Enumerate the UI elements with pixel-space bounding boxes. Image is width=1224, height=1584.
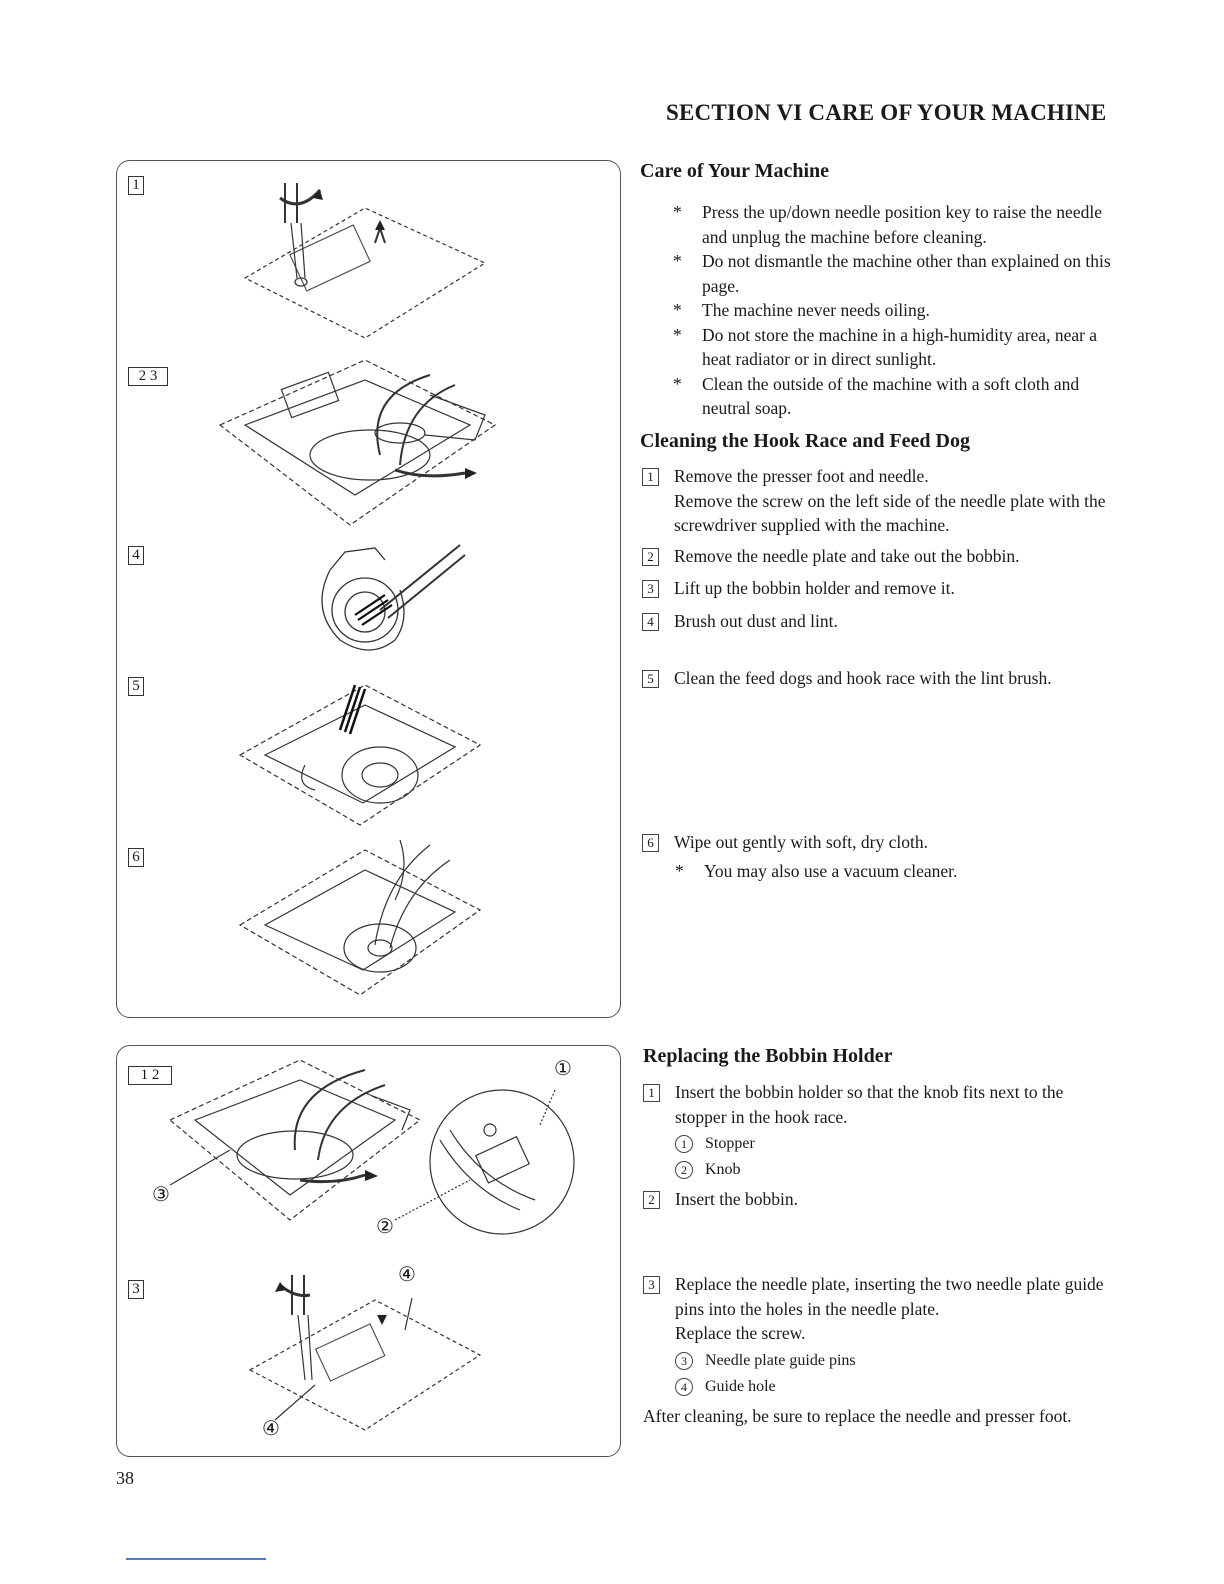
callout-3: ③ (152, 1184, 170, 1206)
callout-2: ② (376, 1216, 394, 1238)
replacing-step-3 (643, 1272, 1118, 1428)
step-5: 5 Clean the feed dogs and hook race with the lint brush. (642, 666, 1117, 691)
figure-brush-holder (300, 540, 470, 660)
footer-rule (126, 1558, 266, 1560)
care-bullets (640, 200, 1120, 421)
fig-label-6: 6 (128, 848, 146, 867)
replacing-steps-1-2 (643, 1080, 1118, 1212)
fig-label-bottom-3: 3 (128, 1280, 146, 1299)
step-4: 4 Brush out dust and lint. (642, 609, 1117, 634)
care-bullet: * The machine never needs oiling. (673, 300, 930, 320)
callout-4-top: ④ (398, 1264, 416, 1286)
figure-remove-screw (225, 178, 505, 348)
care-bullet: * Do not dismantle the machine other than explained on this page. (673, 251, 1111, 296)
care-bullet: * Do not store the machine in a high-humidity area, near a heat radiator or in direct sunlight. (673, 324, 1098, 369)
step-1: 1 Remove the presser foot and needle. Remove the screw on the left side of the needle plate with the screwdriver supplied with the machine. (642, 464, 1117, 538)
after-cleaning-note: After cleaning, be sure to replace the needle and presser foot. (643, 1405, 1072, 1426)
part-guide-pins: 3 Needle plate guide pins (643, 1348, 1118, 1374)
part-guide-hole: 4 Guide hole (643, 1374, 1118, 1400)
care-bullet: * Press the up/down needle position key to raise the needle and unplug the machine before cleaning. (673, 202, 1102, 247)
fig-label-2-3: 2 3 (128, 367, 170, 386)
fig-label-5: 5 (128, 677, 146, 696)
heading-replacing: Replacing the Bobbin Holder (643, 1045, 893, 1067)
callout-1: ① (554, 1058, 572, 1080)
replace-step-2: 2 Insert the bobbin. (643, 1187, 1118, 1212)
step-3: 3 Lift up the bobbin holder and remove it. (642, 576, 1117, 601)
part-stopper: 1 Stopper (643, 1131, 1118, 1157)
cleaning-step-6 (642, 830, 1117, 883)
care-bullet: * Clean the outside of the machine with a soft cloth and neutral soap. (673, 373, 1080, 418)
figure-remove-bobbin (215, 355, 505, 530)
heading-care: Care of Your Machine (640, 160, 830, 182)
step-6-note: * You may also use a vacuum cleaner. (675, 860, 958, 881)
figure-replace-plate (240, 1270, 490, 1440)
page-number: 38 (116, 1468, 134, 1488)
fig-label-1: 1 (128, 176, 146, 195)
fig-label-4: 4 (128, 546, 146, 565)
callout-4-bottom: ④ (262, 1418, 280, 1440)
fig-label-bottom-1-2: 1 2 (128, 1066, 174, 1085)
cleaning-step-5 (642, 666, 1117, 691)
replace-step-3: 3 Replace the needle plate, inserting the two needle plate guide pins into the holes in the needle plate. Replace the screw. (643, 1272, 1118, 1346)
figure-insert-holder (140, 1050, 590, 1250)
section-title: SECTION VI CARE OF YOUR MACHINE (666, 100, 1107, 125)
cleaning-steps-1-4 (642, 464, 1117, 633)
part-knob: 2 Knob (643, 1157, 1118, 1183)
step-2: 2 Remove the needle plate and take out the bobbin. (642, 544, 1117, 569)
figure-brush-feed-dogs (235, 675, 485, 835)
figure-wipe-cloth (235, 840, 485, 1005)
step-6: 6 Wipe out gently with soft, dry cloth. (642, 830, 1117, 855)
replace-step-1: 1 Insert the bobbin holder so that the knob fits next to the stopper in the hook race. (643, 1080, 1118, 1129)
heading-cleaning: Cleaning the Hook Race and Feed Dog (640, 430, 970, 452)
